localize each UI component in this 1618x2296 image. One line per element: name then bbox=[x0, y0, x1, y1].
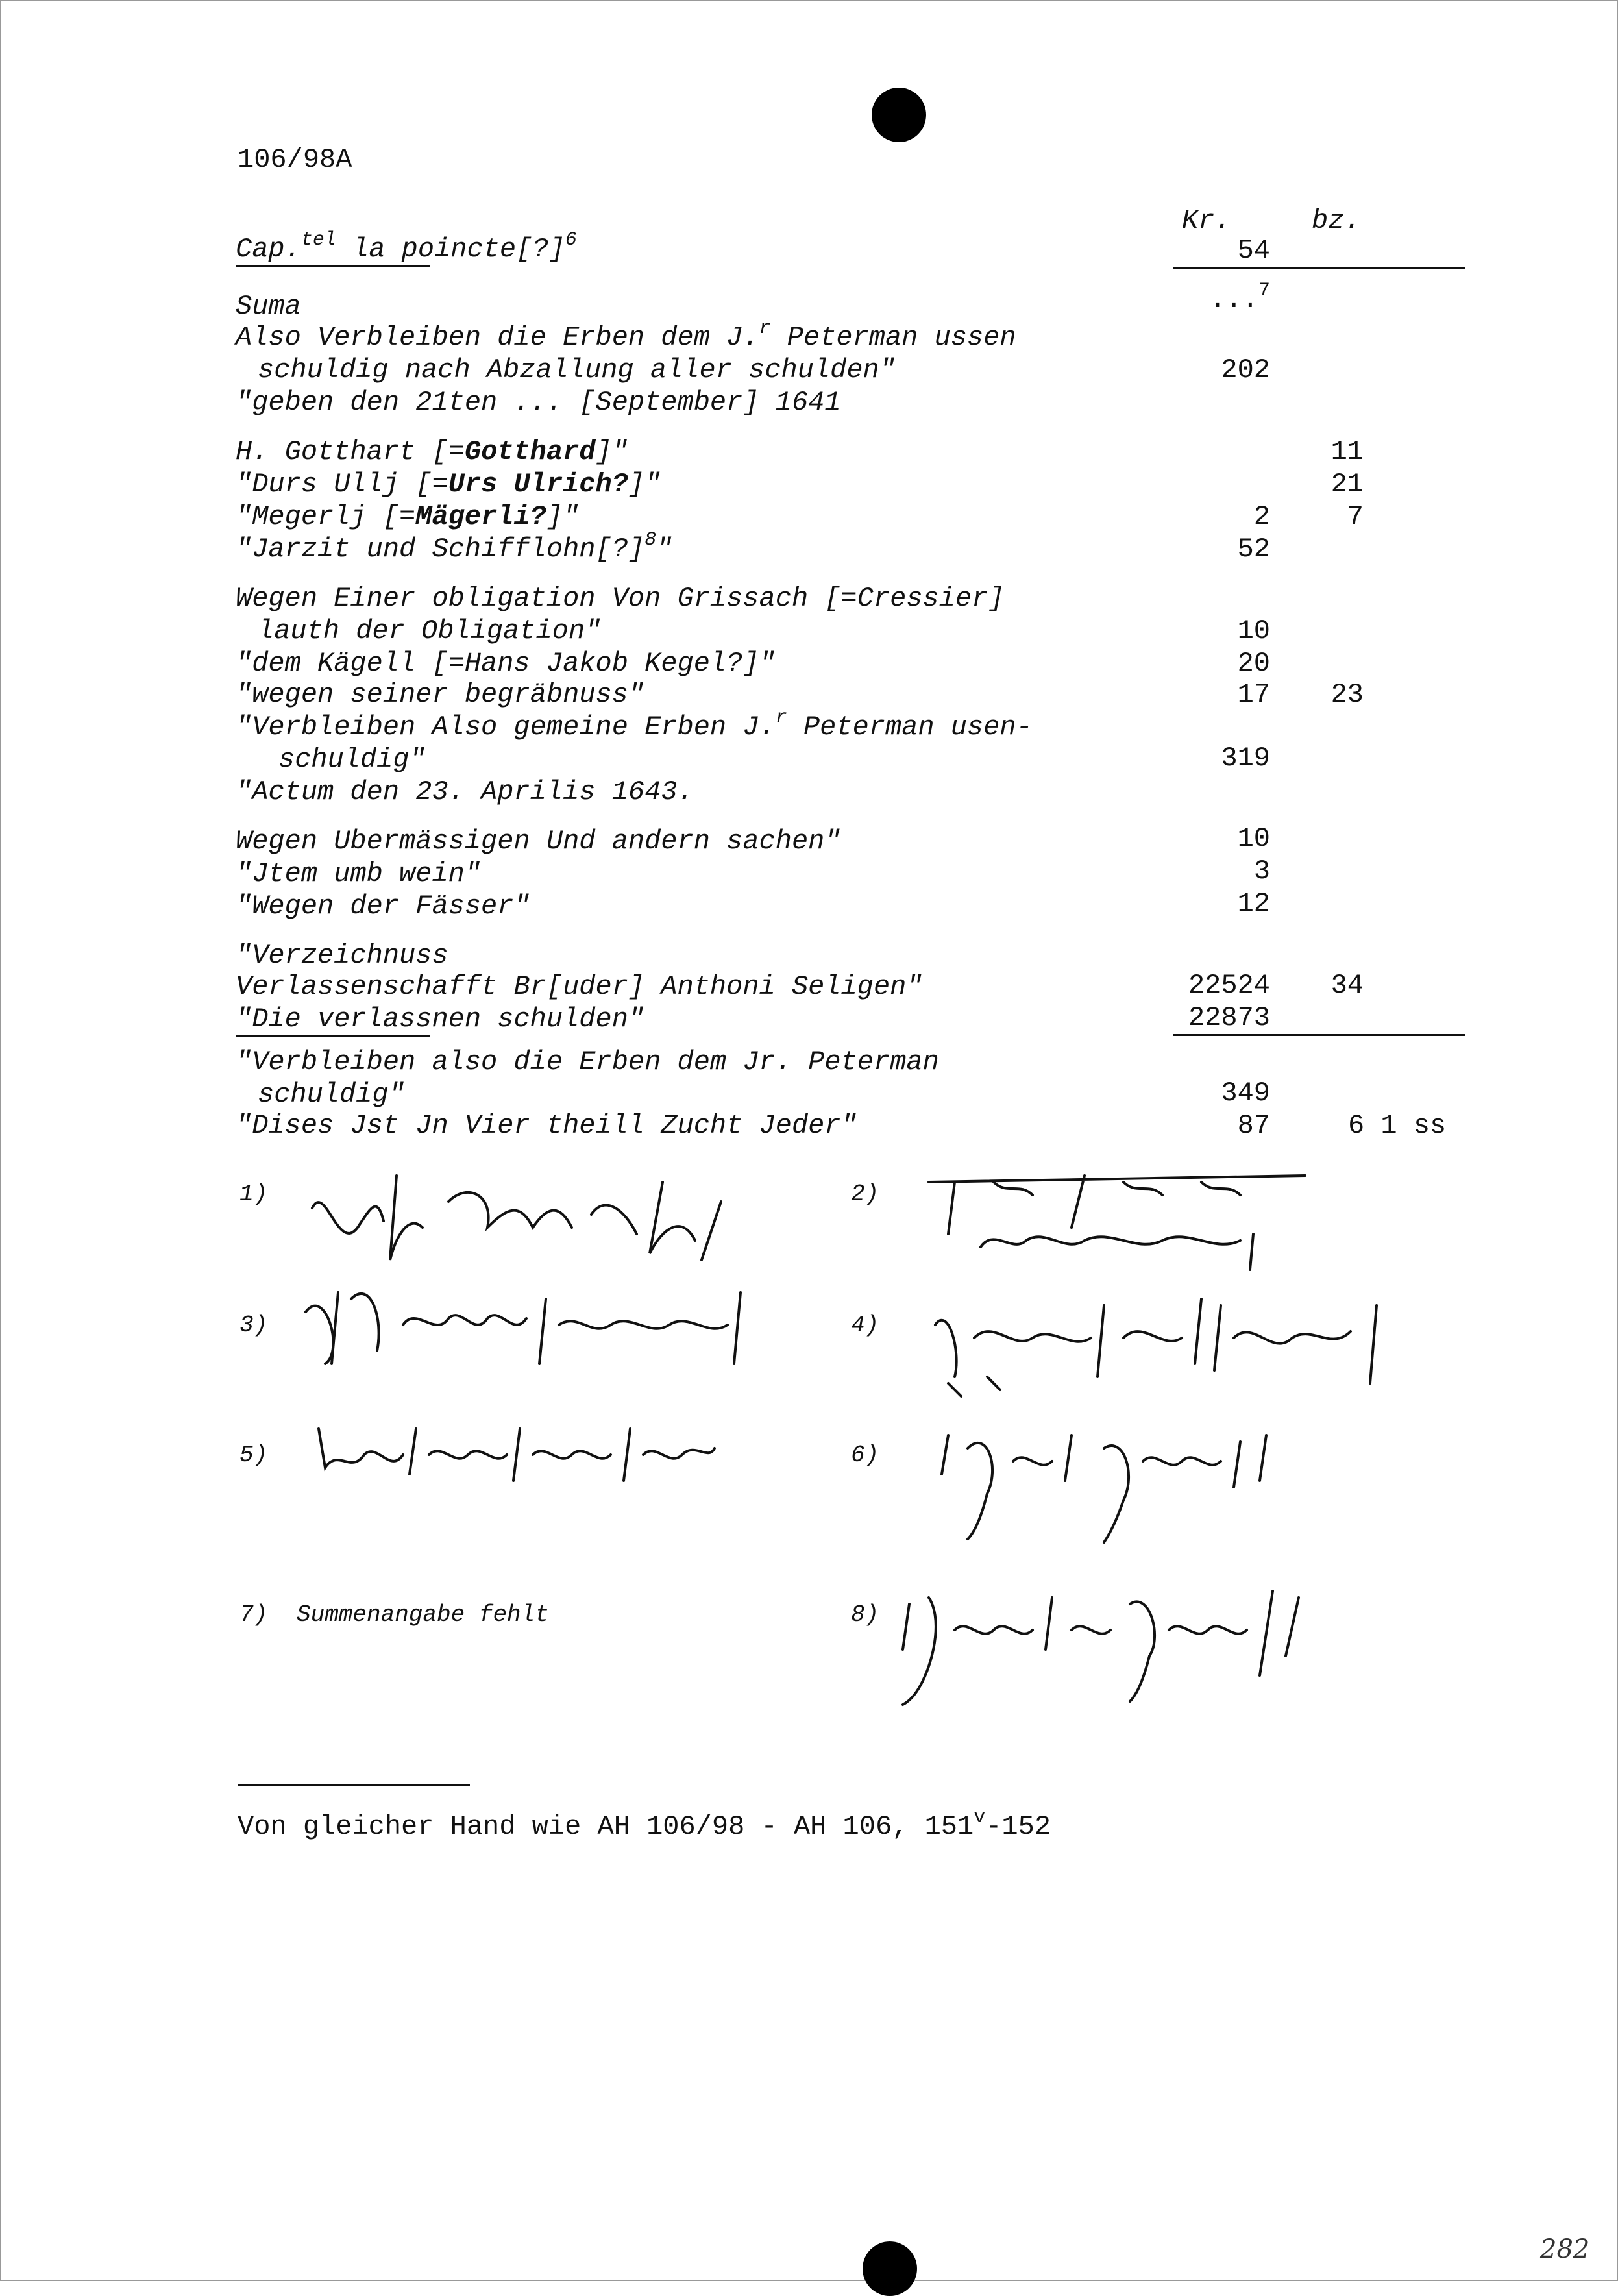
row-7-kr: 52 bbox=[1237, 534, 1270, 565]
row-5 bbox=[236, 471, 661, 498]
row-20-underline bbox=[236, 1035, 430, 1037]
handwriting-facsimile-8 bbox=[896, 1578, 1312, 1711]
column-header-kr: Kr. bbox=[1182, 205, 1231, 236]
row-3: "geben den 21ten ... [September] 1641 bbox=[236, 387, 841, 418]
footnote-3-label: 3) bbox=[239, 1312, 268, 1339]
page-mark: 282 bbox=[1540, 2234, 1590, 2264]
row-23-kr: 87 bbox=[1237, 1110, 1270, 1141]
row-5-bold: Urs Ulrich? bbox=[448, 469, 628, 500]
row-17: "Wegen der Fässer" bbox=[236, 891, 530, 922]
row-1-text2: Peterman ussen bbox=[770, 322, 1016, 353]
row-2-kr: 202 bbox=[1221, 354, 1270, 386]
row-7-text2: " bbox=[656, 534, 673, 565]
row-5-bz: 21 bbox=[1330, 469, 1364, 500]
bottom-note-text: Von gleicher Hand wie AH 106/98 - AH 106, 151 bbox=[238, 1811, 974, 1842]
row-11-kr: 17 bbox=[1237, 679, 1270, 710]
row-11-bz: 23 bbox=[1330, 679, 1364, 710]
row-4-bold: Gotthard bbox=[464, 436, 596, 467]
row-0: Suma bbox=[236, 291, 301, 322]
footnote-6-label: 6) bbox=[851, 1442, 879, 1468]
bottom-note-sup: v bbox=[974, 1807, 986, 1829]
header-line bbox=[236, 229, 577, 265]
row-6-bz: 7 bbox=[1347, 501, 1364, 532]
footnote-8-label: 8) bbox=[851, 1601, 879, 1628]
footnote-ref: 8 bbox=[644, 529, 657, 551]
row-0-kr bbox=[1169, 280, 1270, 315]
row-13: schuldig" bbox=[278, 744, 426, 775]
row-6-kr: 2 bbox=[1253, 501, 1270, 532]
bottom-note bbox=[238, 1807, 1051, 1842]
footnote-ref: 7 bbox=[1258, 280, 1270, 302]
row-6-post: ]" bbox=[546, 501, 580, 532]
row-10-kr: 20 bbox=[1237, 648, 1270, 679]
header-sup: tel bbox=[300, 229, 336, 251]
row-7 bbox=[236, 529, 673, 565]
row-19-kr: 22524 bbox=[1188, 970, 1270, 1001]
row-22: schuldig" bbox=[258, 1079, 405, 1110]
row-1-sup: r bbox=[759, 317, 771, 339]
row-18: "Verzeichnuss bbox=[236, 940, 448, 971]
section-rule-bottom bbox=[1173, 1034, 1465, 1036]
row-14: "Actum den 23. Aprilis 1643. bbox=[236, 776, 694, 808]
row-5-post: ]" bbox=[628, 469, 661, 500]
footnote-2-label: 2) bbox=[851, 1181, 879, 1207]
row-12-sup: r bbox=[775, 707, 787, 729]
header-underline bbox=[236, 265, 430, 267]
row-10: "dem Kägell [=Hans Jakob Kegel?]" bbox=[236, 648, 776, 679]
row-23: "Dises Jst Jn Vier theill Zucht Jeder" bbox=[236, 1110, 857, 1141]
row-9: lauth der Obligation" bbox=[258, 615, 602, 647]
row-2: schuldig nach Abzallung aller schulden" bbox=[258, 354, 896, 386]
row-4-post: ]" bbox=[595, 436, 628, 467]
row-6 bbox=[236, 503, 579, 530]
bottom-note-tail: -152 bbox=[985, 1811, 1051, 1842]
footnote-1-label: 1) bbox=[239, 1181, 268, 1207]
row-6-pre: "Megerlj [= bbox=[236, 501, 416, 532]
row-13-kr: 319 bbox=[1221, 743, 1270, 774]
punch-hole-top bbox=[872, 88, 926, 142]
row-16-kr: 3 bbox=[1253, 856, 1270, 887]
footnote-4-label: 4) bbox=[851, 1312, 879, 1339]
header-mid: la poincte[?] bbox=[336, 234, 565, 265]
column-header-bz: bz. bbox=[1312, 205, 1361, 236]
row-19: Verlassenschafft Br[uder] Anthoni Seligen" bbox=[236, 971, 923, 1002]
row-15: Wegen Ubermässigen Und andern sachen" bbox=[236, 826, 841, 857]
row-1 bbox=[236, 317, 1016, 353]
row-15-kr: 10 bbox=[1237, 823, 1270, 854]
row-11: "wegen seiner begräbnuss" bbox=[236, 679, 645, 710]
row-19-bz: 34 bbox=[1330, 970, 1364, 1001]
handwriting-facsimile-6 bbox=[935, 1422, 1286, 1555]
footnote-ref: 6 bbox=[565, 229, 577, 251]
header-kr: 54 bbox=[1237, 235, 1270, 266]
row-21: "Verbleiben also die Erben dem Jr. Peterman bbox=[236, 1046, 939, 1078]
footnote-7-text: Summenangabe fehlt bbox=[297, 1601, 549, 1628]
row-20: "Die verlassnen schulden" bbox=[236, 1004, 645, 1035]
row-12-text: "Verbleiben Also gemeine Erben J. bbox=[236, 711, 776, 743]
document-id: 106/98A bbox=[238, 144, 352, 175]
row-5-pre: "Durs Ullj [= bbox=[236, 469, 448, 500]
row-0-kr-text: ... bbox=[1209, 284, 1258, 315]
handwriting-facsimile-2 bbox=[916, 1156, 1338, 1289]
punch-hole-bottom bbox=[863, 2241, 917, 2296]
row-12-text2: Peterman usen- bbox=[787, 711, 1033, 743]
row-4-pre: H. Gotthart [= bbox=[236, 436, 465, 467]
handwriting-facsimile-1 bbox=[299, 1156, 754, 1289]
row-17-kr: 12 bbox=[1237, 888, 1270, 919]
row-7-text: "Jarzit und Schifflohn[?] bbox=[236, 534, 645, 565]
row-4 bbox=[236, 438, 628, 465]
row-8: Wegen Einer obligation Von Grissach [=Cressier] bbox=[236, 583, 1005, 614]
header-prefix: Cap. bbox=[236, 234, 301, 265]
row-4-bz: 11 bbox=[1330, 436, 1364, 467]
row-6-bold: Mägerli? bbox=[415, 501, 546, 532]
row-12 bbox=[236, 707, 1033, 743]
section-rule-top bbox=[1173, 267, 1465, 269]
row-1-text: Also Verbleiben die Erben dem J. bbox=[236, 322, 759, 353]
row-20-kr: 22873 bbox=[1188, 1002, 1270, 1033]
footnote-7-label: 7) bbox=[239, 1601, 268, 1628]
handwriting-facsimile-3 bbox=[286, 1273, 754, 1380]
handwriting-facsimile-4 bbox=[909, 1286, 1403, 1406]
row-16: "Jtem umb wein" bbox=[236, 858, 482, 889]
row-22-kr: 349 bbox=[1221, 1078, 1270, 1109]
handwriting-facsimile-5 bbox=[306, 1416, 721, 1497]
row-23-bz: 6 1 ss bbox=[1348, 1110, 1447, 1141]
footnote-5-label: 5) bbox=[239, 1442, 268, 1468]
footer-separator bbox=[238, 1784, 470, 1786]
row-9-kr: 10 bbox=[1237, 615, 1270, 647]
